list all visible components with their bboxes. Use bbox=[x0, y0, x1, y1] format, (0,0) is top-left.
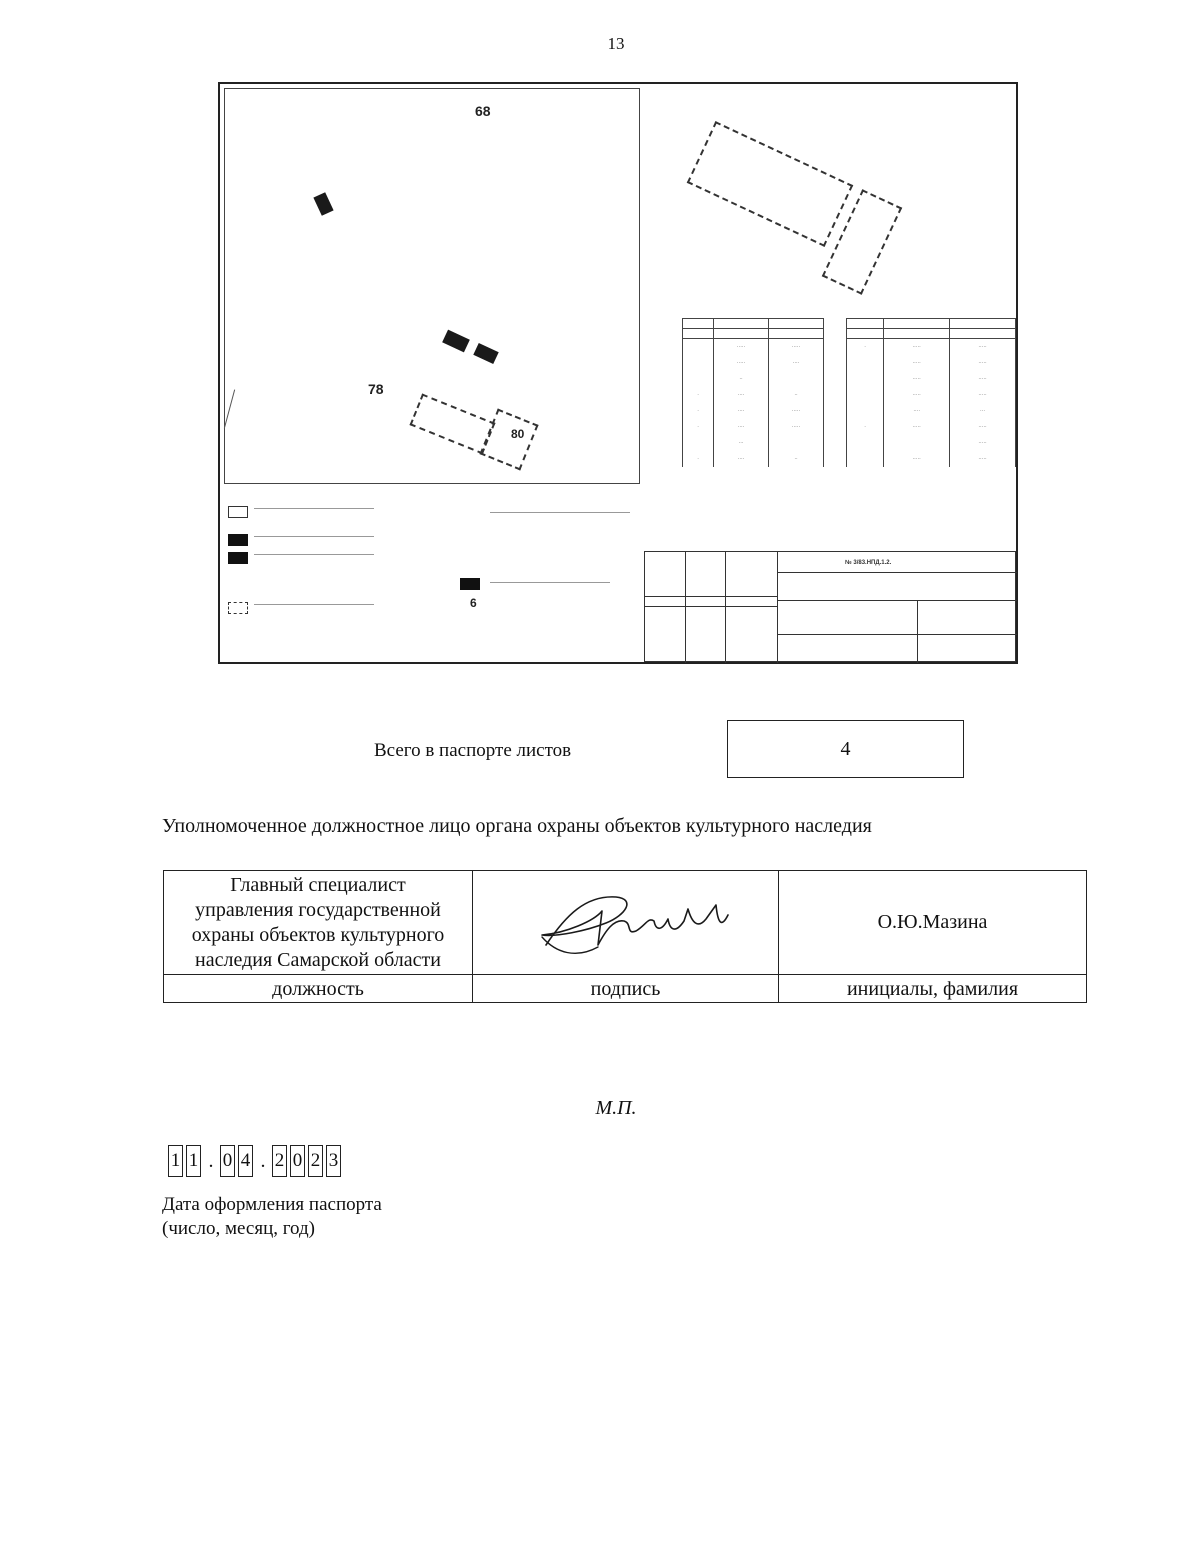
date-digit: 0 bbox=[290, 1145, 305, 1177]
position-line: наследия Самарской области bbox=[195, 948, 441, 971]
date-label-line: (число, месяц, год) bbox=[162, 1218, 316, 1239]
legend-swatch bbox=[228, 506, 248, 518]
official-name: О.Ю.Мазина bbox=[877, 911, 988, 933]
map-label-68: 68 bbox=[475, 103, 491, 119]
caption-position: должность bbox=[164, 975, 473, 1003]
position-cell bbox=[164, 871, 473, 975]
name-cell bbox=[779, 871, 1087, 975]
legend-swatch bbox=[228, 534, 248, 546]
legend-text-line bbox=[254, 604, 374, 605]
sheets-count-box bbox=[727, 720, 964, 778]
object-outline bbox=[687, 121, 853, 247]
caption-name: инициалы, фамилия bbox=[779, 975, 1087, 1003]
position-line: охраны объектов культурного bbox=[191, 923, 445, 946]
map-label-78: 78 bbox=[368, 381, 384, 397]
caption-signature: подпись bbox=[473, 975, 779, 1003]
date-digit: 1 bbox=[168, 1145, 183, 1177]
legend-text-line bbox=[490, 512, 630, 513]
page-number: 13 bbox=[607, 34, 625, 53]
building-block bbox=[313, 192, 333, 216]
sheets-count-value: 4 bbox=[840, 737, 851, 760]
map-label-80: 80 bbox=[511, 427, 525, 441]
coordinates-table-2: · ····· ····· ····· ····· ····· ····· ····· ····· ···· ··· · ····· ····· ····· ····· ····· bbox=[846, 318, 1016, 467]
date-digit: 2 bbox=[272, 1145, 287, 1177]
title-block bbox=[644, 551, 1016, 662]
date-label-line: Дата оформления паспорта bbox=[162, 1194, 382, 1215]
date-digit: 4 bbox=[238, 1145, 253, 1177]
sheets-count-label: Всего в паспорте листов bbox=[374, 740, 572, 761]
date-digit: 3 bbox=[326, 1145, 341, 1177]
legend-text-line bbox=[254, 508, 374, 509]
date-cells bbox=[168, 1145, 344, 1177]
legend-point-label: 6 bbox=[470, 596, 477, 610]
handwritten-signature bbox=[506, 875, 746, 965]
date-digit: 0 bbox=[220, 1145, 235, 1177]
date-separator: . bbox=[260, 1149, 266, 1172]
position-line: управления государственной bbox=[195, 898, 441, 921]
date-label bbox=[162, 1193, 382, 1241]
date-separator: . bbox=[208, 1149, 214, 1172]
title-block-code: № 3/83.НПД.1.2. bbox=[845, 560, 892, 566]
position-line: Главный специалист bbox=[230, 873, 406, 896]
legend-text-line bbox=[254, 554, 374, 555]
signature-table bbox=[163, 870, 1087, 1003]
coordinates-table-1: ····· ····· ····· ···· ·· · ···· ·· · ···· ····· · ···· ····· ··· · ···· ·· bbox=[682, 318, 824, 467]
building-block bbox=[473, 343, 498, 364]
legend-swatch bbox=[228, 552, 248, 564]
date-digit: 1 bbox=[186, 1145, 201, 1177]
building-block bbox=[442, 330, 470, 353]
map-area bbox=[224, 88, 640, 484]
protected-zone-outline bbox=[479, 409, 538, 471]
scheme-legend bbox=[224, 502, 644, 622]
legend-swatch bbox=[460, 578, 480, 590]
stamp-place-label: М.П. bbox=[595, 1097, 637, 1119]
date-digit: 2 bbox=[308, 1145, 323, 1177]
map-line bbox=[224, 390, 235, 429]
legend-text-line bbox=[254, 536, 374, 537]
legend-text-line bbox=[490, 582, 610, 583]
official-heading: Уполномоченное должностное лицо органа охраны объектов культурного наследия bbox=[162, 815, 872, 837]
signature-cell bbox=[473, 871, 779, 975]
scheme-image bbox=[218, 82, 1018, 664]
legend-swatch bbox=[228, 602, 248, 614]
